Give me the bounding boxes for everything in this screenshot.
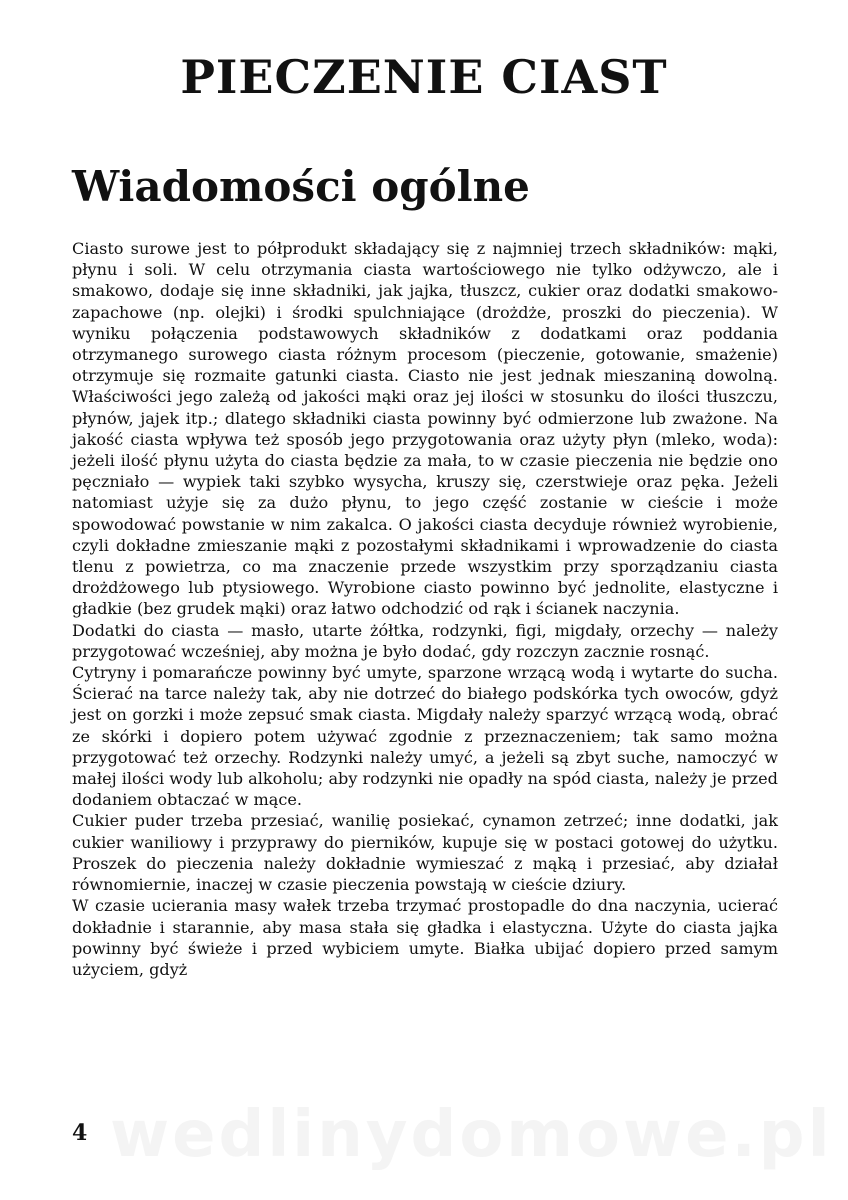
page-number: 4 [72, 1120, 88, 1146]
watermark: wedlinydomowe.pl [110, 1098, 833, 1172]
paragraph-4: Cukier puder trzeba przesiać, wanilię posiekać, cynamon zetrzeć; inne dodatki, jak cukier waniliowy i przyprawy do pierników, kupuje się w postaci gotowej do użytku. Proszek do pieczenia należy dokładnie wymieszać z mąką i przesiać, aby działał równomiernie, inaczej w czasie pieczenia powstają w cieście dziury. [72, 811, 778, 895]
paragraph-3: Cytryny i pomarańcze powinny być umyte, sparzone wrzącą wodą i wytarte do sucha. Ścierać na tarce należy tak, aby nie dotrzeć do białego podskórka tych owoców, gdyż jest on gorzki i może zepsuć smak ciasta. Migdały należy sparzyć wrzącą wodą, obrać ze skórki i dopiero potem używać zgodnie z przeznaczeniem; tak samo można przygotować też orzechy. Rodzynki należy umyć, a jeżeli są zbyt suche, namoczyć w małej ilości wody lub alkoholu; aby rodzynki nie opadły na spód ciasta, należy je przed dodaniem obtaczać w mące. [72, 663, 778, 810]
chapter-title: PIECZENIE CIAST [180, 50, 668, 104]
paragraph-1: Ciasto surowe jest to półprodukt składający się z najmniej trzech składników: mąki, płynu i soli. W celu otrzymania ciasta wartościowego nie tylko odżywczo, ale i smakowo, dodaje się inne składniki, jak jajka, tłuszcz, cukier oraz dodatki smakowo-zapachowe (np. olejki) i środki spulchniające (drożdże, proszki do pieczenia). W wyniku połączenia podstawowych składników z dodatkami oraz poddania otrzymanego surowego ciasta różnym procesom (pieczenie, gotowanie, smażenie) otrzymuje się rozmaite gatunki ciasta. Ciasto nie jest jednak mieszaniną dowolną. Właściwości jego zależą od jakości mąki oraz jej ilości w stosunku do ilości tłuszczu, płynów, jajek itp.; dlatego składniki ciasta powinny być odmierzone lub zważone. Na jakość ciasta wpływa też sposób jego przygotowania oraz użyty płyn (mleko, woda): jeżeli ilość płynu użyta do ciasta będzie za mała, to w czasie pieczenia nie będzie ono pęczniało — wypiek taki szybko wysycha, kruszy się, czerstwieje oraz pęka. Jeżeli natomiast użyje się za dużo płynu, to jego część zostanie w cieście i może spowodować powstanie w nim zakalca. O jakości ciasta decyduje również wyrobienie, czyli dokładne zmieszanie mąki z pozostałymi składnikami i wprowadzenie do ciasta tlenu z powietrza, co ma znaczenie przede wszystkim przy sporządzaniu ciasta drożdżowego lub ptysiowego. Wyrobione ciasto powinno być jednolite, elastyczne i gładkie (bez grudek mąki) oraz łatwo odchodzić od rąk i ścianek naczynia. [72, 239, 778, 619]
paragraph-2: Dodatki do ciasta — masło, utarte żółtka, rodzynki, figi, migdały, orzechy — należy przygotować wcześniej, aby można je było dodać, gdy rozczyn zacznie rosnąć. [72, 620, 778, 661]
section-title: Wiadomości ogólne [72, 162, 530, 211]
paragraph-5: W czasie ucierania masy wałek trzeba trzymać prostopadle do dna naczynia, ucierać dokładnie i starannie, aby masa stała się gładka i elastyczna. Użyte do ciasta jajka powinny być świeże i przed wybiciem umyte. Białka ubijać dopiero przed samym użyciem, gdyż [72, 896, 778, 979]
body-text [72, 238, 778, 980]
